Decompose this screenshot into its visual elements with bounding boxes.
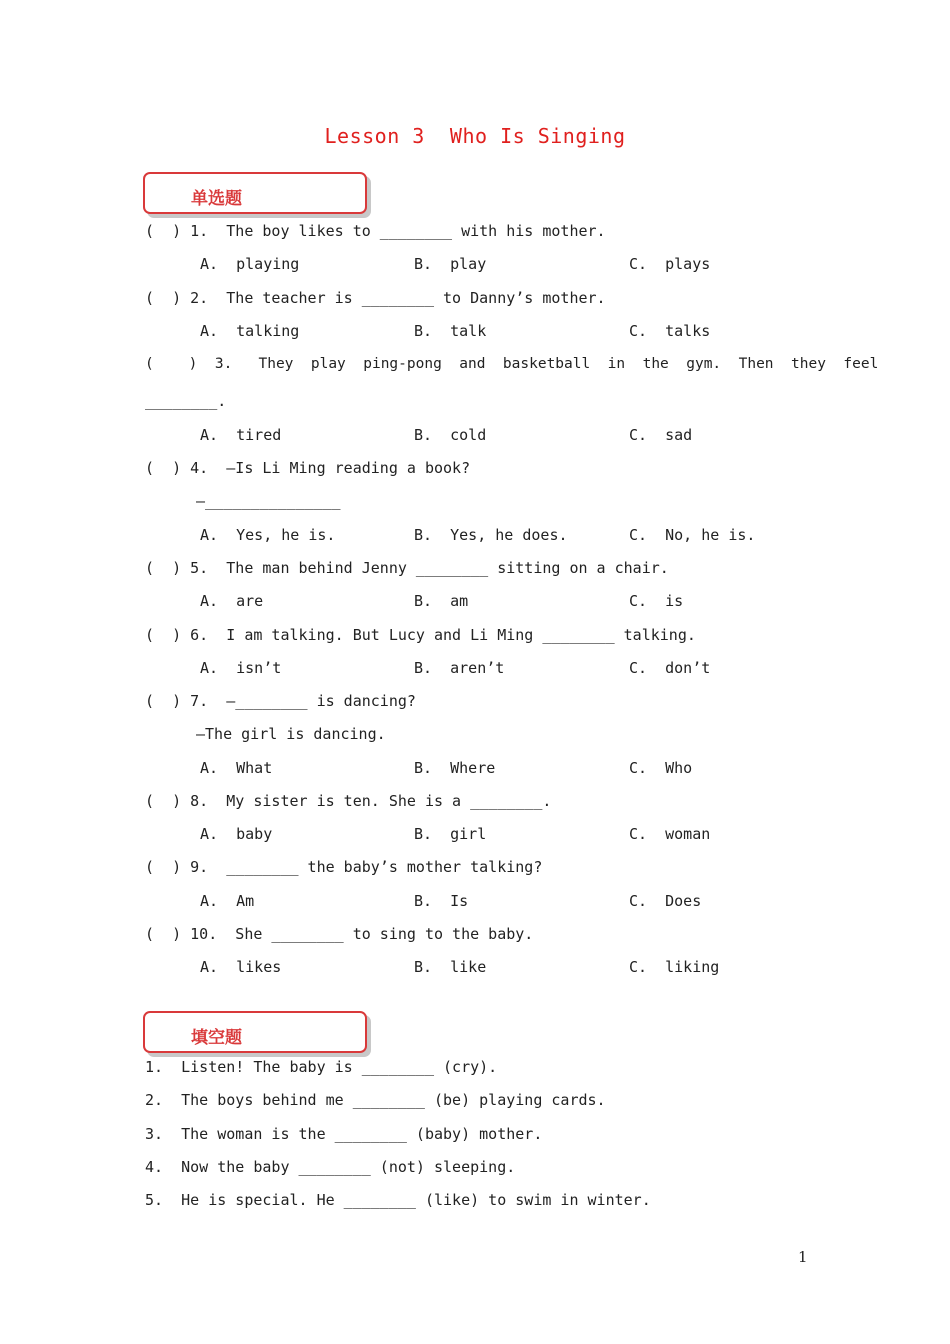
question-2-option-a: A. talking: [200, 322, 300, 340]
question-8-option-a: A. baby: [200, 825, 273, 843]
question-9-option-c: C. Does: [629, 892, 702, 910]
question-8-option-b: B. girl: [414, 825, 487, 843]
question-3-stem: ( ) 3. They play ping-pong and basketball in the gym. Then they feel: [145, 356, 879, 372]
question-10-option-a: A. likes: [200, 958, 282, 976]
question-9-option-b: B. Is: [414, 892, 469, 910]
fill-item-2: 2. The boys behind me ________ (be) playing cards.: [145, 1091, 606, 1109]
question-10-stem: ( ) 10. She ________ to sing to the baby.: [145, 925, 534, 943]
question-7-stem: ( ) 7. —________ is dancing?: [145, 692, 416, 710]
question-8-stem: ( ) 8. My sister is ten. She is a ________.: [145, 792, 552, 810]
question-6-option-c: C. don’t: [629, 659, 711, 677]
question-2-stem: ( ) 2. The teacher is ________ to Danny’s mother.: [145, 289, 606, 307]
question-7-option-a: A. What: [200, 759, 273, 777]
question-4-option-b: B. Yes, he does.: [414, 526, 568, 544]
question-5-option-c: C. is: [629, 592, 684, 610]
page-number: 1: [798, 1248, 808, 1266]
question-5-option-b: B. am: [414, 592, 469, 610]
fill-item-3: 3. The woman is the ________ (baby) mother.: [145, 1125, 543, 1143]
fill-item-5: 5. He is special. He ________ (like) to swim in winter.: [145, 1191, 651, 1209]
question-7-answer-line: —The girl is dancing.: [196, 725, 386, 743]
question-7-option-b: B. Where: [414, 759, 496, 777]
question-4-answer-line: —_______________: [196, 492, 341, 510]
fill-item-1: 1. Listen! The baby is ________ (cry).: [145, 1058, 498, 1076]
page-title: Lesson 3 Who Is Singing: [324, 124, 626, 148]
question-3-option-b: B. cold: [414, 426, 487, 444]
question-10-option-c: C. liking: [629, 958, 720, 976]
question-1-option-a: A. playing: [200, 255, 300, 273]
question-5-stem: ( ) 5. The man behind Jenny ________ sitting on a chair.: [145, 559, 669, 577]
question-1-option-c: C. plays: [629, 255, 711, 273]
section-header-fill-in-blank: [143, 1011, 367, 1053]
question-6-stem: ( ) 6. I am talking. But Lucy and Li Ming ________ talking.: [145, 626, 696, 644]
question-9-option-a: A. Am: [200, 892, 255, 910]
question-10-option-b: B. like: [414, 958, 487, 976]
question-8-option-c: C. woman: [629, 825, 711, 843]
section-header-multiple-choice: [143, 172, 367, 214]
question-3-continuation: ________.: [145, 392, 227, 410]
question-4-option-c: C. No, he is.: [629, 526, 756, 544]
question-4-stem: ( ) 4. —Is Li Ming reading a book?: [145, 459, 471, 477]
question-1-option-b: B. play: [414, 255, 487, 273]
question-5-option-a: A. are: [200, 592, 264, 610]
question-4-option-a: A. Yes, he is.: [200, 526, 336, 544]
question-7-option-c: C. Who: [629, 759, 693, 777]
section-label: 单选题: [191, 189, 242, 209]
question-3-option-a: A. tired: [200, 426, 282, 444]
question-6-option-a: A. isn’t: [200, 659, 282, 677]
section-label: 填空题: [191, 1028, 242, 1048]
question-6-option-b: B. aren’t: [414, 659, 505, 677]
question-2-option-c: C. talks: [629, 322, 711, 340]
question-2-option-b: B. talk: [414, 322, 487, 340]
question-3-option-c: C. sad: [629, 426, 693, 444]
question-1-stem: ( ) 1. The boy likes to ________ with his mother.: [145, 222, 606, 240]
question-9-stem: ( ) 9. ________ the baby’s mother talking?: [145, 858, 543, 876]
fill-item-4: 4. Now the baby ________ (not) sleeping.: [145, 1158, 516, 1176]
